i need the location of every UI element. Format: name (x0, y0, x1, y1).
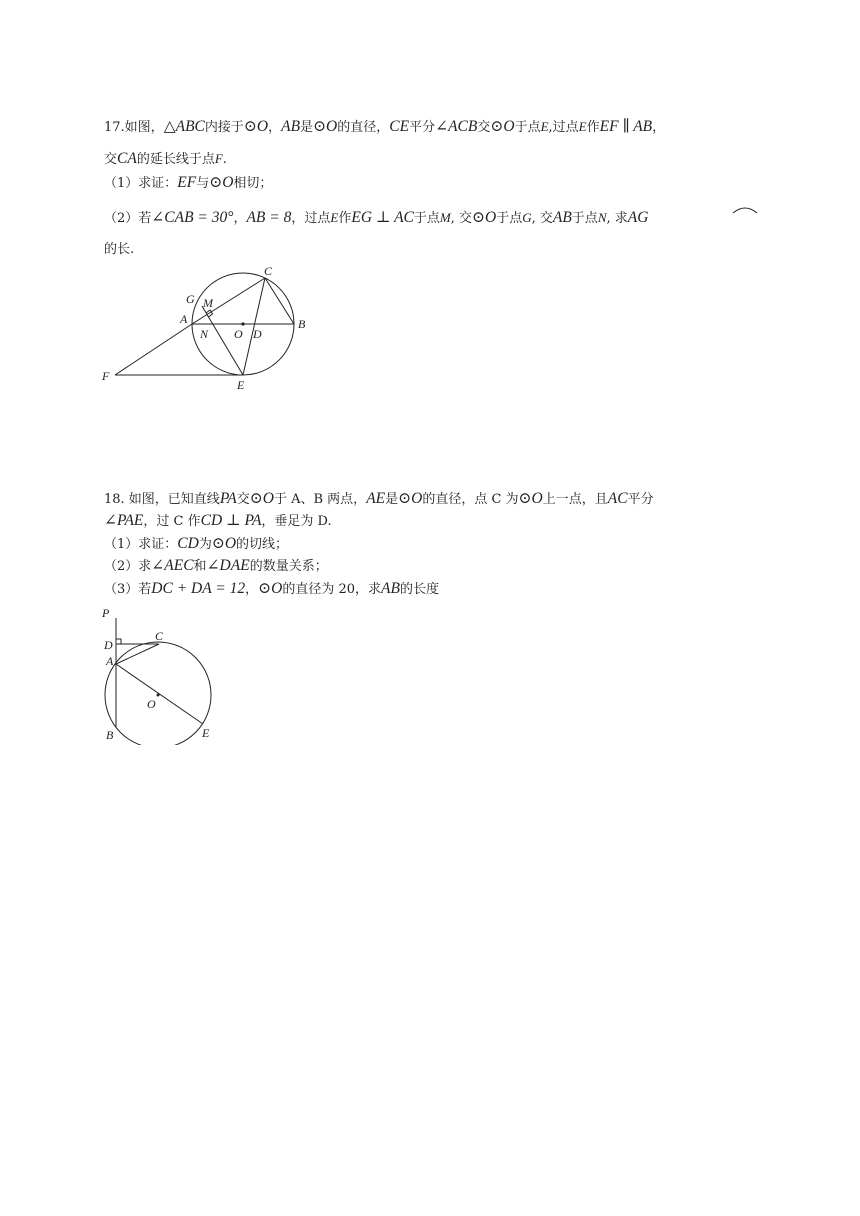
label-F: F (102, 369, 110, 383)
q18-line-5: （3）若DC + DA = 12，⊙O的直径为 20，求AB的长度 (104, 580, 439, 597)
arc-symbol (732, 206, 758, 214)
segment-FA (115, 324, 192, 375)
label-M: M (203, 296, 213, 310)
segment-AC (116, 644, 159, 664)
label-O: O (147, 697, 156, 711)
right-angle-mark (116, 639, 121, 644)
label-A: A (180, 312, 188, 326)
center-dot (241, 322, 244, 325)
q17-line-2: 交CA的延长线于点F. (104, 150, 227, 167)
q17-line-4: （2）若∠CAB = 30°，AB = 8，过点E作EG ⊥ AC于点M, 交⊙O于点G, 交AB于点N, 求AG (104, 209, 649, 226)
label-O: O (234, 327, 243, 341)
q18-line-2: ∠PAE，过 C 作CD ⊥ PA，垂足为 D. (104, 512, 332, 529)
label-D: D (104, 638, 113, 652)
label-B: B (298, 317, 306, 331)
label-G: G (186, 292, 195, 306)
segment-AE (116, 664, 203, 724)
figure-17 (95, 262, 320, 397)
label-E: E (237, 378, 245, 392)
q17-line-5: 的长. (104, 242, 135, 257)
q18-line-3: （1）求证：CD为⊙O的切线； (104, 535, 289, 552)
label-C: C (264, 264, 273, 278)
arc-AG: AG (627, 209, 649, 226)
label-C: C (155, 629, 164, 643)
q17-line-3: （1）求证：EF与⊙O相切； (104, 174, 273, 191)
label-B: B (106, 728, 114, 742)
segment-CB (265, 278, 294, 324)
label-A: A (106, 654, 114, 668)
label-N: N (200, 327, 209, 341)
q17-line-1: 17.如图，△ABC内接于⊙O，AB是⊙O的直径，CE平分∠ACB交⊙O于点E,过点E作EF ∥ AB， (104, 118, 666, 135)
figure-18 (94, 600, 224, 745)
label-E: E (202, 726, 210, 740)
q18-line-1: 18. 如图，已知直线PA交⊙O于 A、B 两点，AE是⊙O的直径，点 C 为⊙O上一点，且AC平分 (104, 490, 654, 507)
label-D: D (253, 327, 262, 341)
label-P: P (102, 606, 110, 620)
q18-line-4: （2）求∠AEC和∠DAE的数量关系； (104, 557, 328, 574)
center-dot (157, 694, 160, 697)
